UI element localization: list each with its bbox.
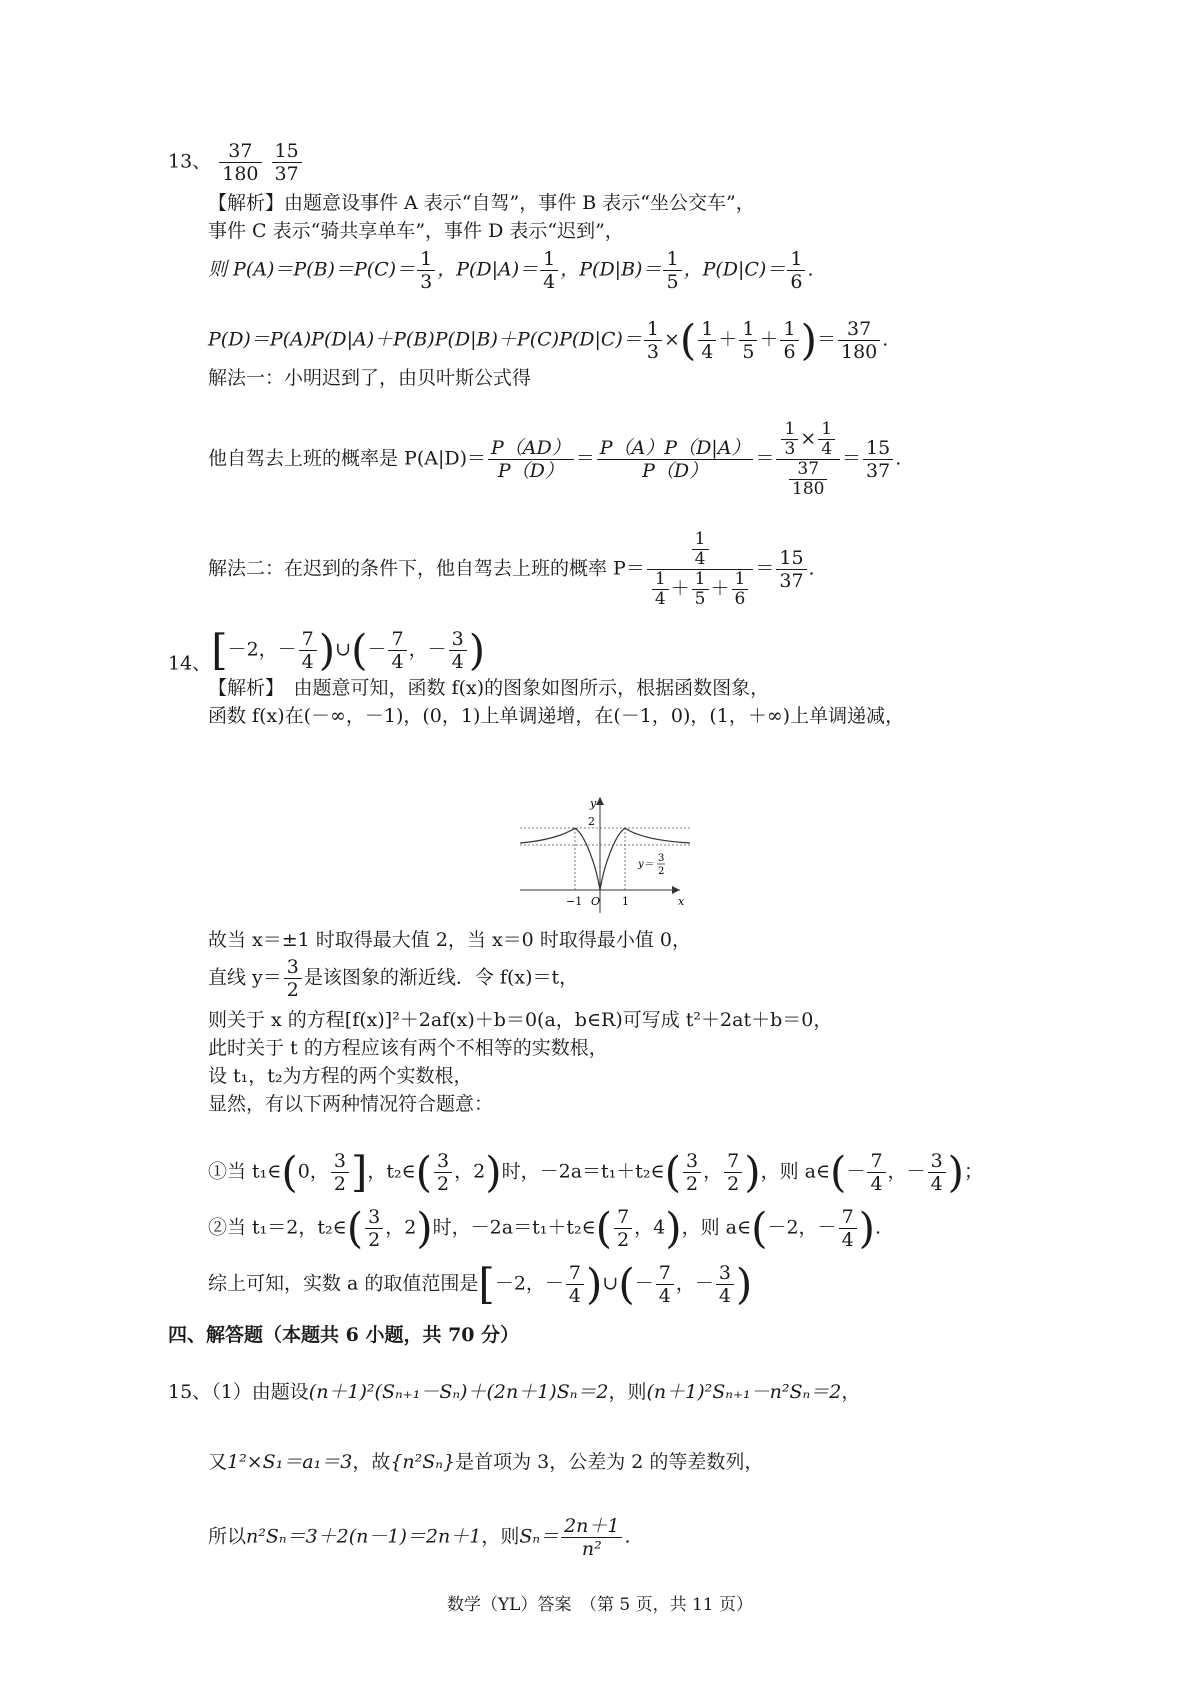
asymptote-label: y＝ [638, 859, 654, 870]
q13-answer-1: $\frac{37}{180}$ [219, 140, 261, 185]
curve-left-dip [575, 828, 600, 890]
q15-number: 15、 [168, 1381, 212, 1403]
q14-summary-line: 综上可知，实数 a 的取值范围是[－2，－ $\frac{7}{4}$ )∪(－ $\frac{7}{4}$ ，－ $\frac{3}{4}$ ) [208, 1259, 753, 1309]
x-tick-1: 1 [622, 895, 629, 908]
curve-left-tail [520, 828, 575, 843]
q14-function-graph [520, 795, 690, 915]
q13-answer-line [168, 140, 304, 185]
q13-analysis-line-2: 事件 C 表示“骑共享单车”，事件 D 表示“迟到”， [208, 220, 624, 242]
section-4-heading: 四、解答题（本题共 6 小题，共 70 分） [168, 1324, 520, 1346]
q13-answer-2: $\frac{15}{37}$ [272, 140, 302, 185]
q14-answer-line: 14、[－2，－ $\frac{7}{4}$ )∪(－ $\frac{7}{4}$ ，－ $\frac{3}{4}$ ) [168, 625, 486, 675]
y-axis-arrow [596, 797, 604, 805]
y-label: y [590, 797, 597, 810]
q14-roots-line: 此时关于 t 的方程应该有两个不相等的实数根， [208, 1037, 608, 1059]
q13-bayes-line: 他自驾去上班的概率是 P(A|D)＝ $\frac{P(AD)}{P(D)}$ ＝ $\frac{P(A)P(D|A)}{P(D)}$ ＝ $\frac{1}{3}$ × $\frac{1}{4}$ $\frac{37}{180}$ ＝ $\frac{15}{37}$ . [208, 419, 902, 499]
q14-roots-define-line: 设 t₁，t₂为方程的两个实数根， [208, 1065, 473, 1087]
q14-cases-intro-line: 显然，有以下两种情况符合题意： [208, 1093, 494, 1115]
q15-line-1: 15、（1）由题设(n＋1)²(Sₙ₊₁－Sₙ)＋(2n＋1)Sₙ＝2，则(n＋1)²Sₙ₊₁－n²Sₙ＝2， [168, 1381, 861, 1403]
origin-label: O [591, 895, 601, 908]
q13-solution-2-line: 解法二：在迟到的条件下，他自驾去上班的概率 P＝ $\frac{1}{4}$ $\frac{1}{4}$ ＋ $\frac{1}{5}$ ＋ $\frac{1}{6}$ ＝ $\frac{15}{37}$ . [208, 529, 815, 609]
x-label: x [678, 895, 685, 908]
q13-probabilities-line: 则 P(A)＝P(B)＝P(C)＝ $\frac{1}{3}$ ，P(D|A)＝ $\frac{1}{4}$ ，P(D|B)＝ $\frac{1}{5}$ ，P(D|C)＝ $\frac{1}{6}$ . [208, 248, 814, 293]
q14-analysis-line-2: 函数 f(x)在(－∞，－1)，(0，1)上单调递增，在(－1，0)，(1，＋∞)上单调递减， [208, 705, 905, 727]
curve-right-tail [625, 828, 690, 843]
q14-number: 14、 [168, 652, 212, 675]
q14-analysis-line-1: 【解析】 由题意可知，函数 f(x)的图象如图所示，根据函数图象， [208, 677, 770, 699]
asymptote-denominator: 2 [658, 866, 665, 877]
q14-case-1-line: ①当 t₁∈(0， $\frac{3}{2}$ ]，t₂∈( $\frac{3}{2}$ ，2)时，－2a＝t₁＋t₂∈( $\frac{3}{2}$ ， $\frac{7}{2}$ )，则 a∈(－ $\frac{7}{4}$ ，－ $\frac{3}{4}$ )； [208, 1147, 984, 1197]
q15-line-3: 所以n²Sₙ＝3＋2(n－1)＝2n＋1，则Sₙ＝ $\frac{2n+1}{\text{n²}}$ . [208, 1515, 631, 1560]
q13-number: 13、 [168, 150, 212, 173]
q13-total-probability-line: P(D)＝P(A)P(D|A)＋P(B)P(D|B)＋P(C)P(D|C)＝ $\frac{1}{3}$ ×( $\frac{1}{4}$ ＋ $\frac{1}{5}$ ＋ $\frac{1}{6}$ )＝ $\frac{37}{180}$ . [208, 315, 889, 365]
q14-extrema-line: 故当 x＝±1 时取得最大值 2，当 x＝0 时取得最小值 0， [208, 929, 691, 951]
curve-right-dip [600, 828, 625, 890]
q14-equation-line: 则关于 x 的方程[f(x)]²＋2af(x)＋b＝0(a，b∈R)可写成 t²＋2at＋b＝0， [208, 1009, 833, 1031]
q13-solution-1-title: 解法一：小明迟到了，由贝叶斯公式得 [208, 367, 532, 389]
x-axis-arrow [672, 886, 680, 894]
page-footer: 数学（YL）答案 （第 5 页，共 11 页） [446, 1595, 754, 1615]
q14-asymptote-line: 直线 y＝ $\frac{3}{2}$ 是该图象的渐近线．令 f(x)＝t， [208, 956, 579, 1001]
asymptote-numerator: 3 [658, 853, 665, 864]
x-tick-minus-1: −1 [566, 895, 583, 908]
function-graph-svg [520, 795, 690, 915]
q13-analysis-line-1: 【解析】由题意设事件 A 表示“自驾”，事件 B 表示“坐公交车”， [208, 192, 755, 214]
q15-line-2: 又1²×S₁＝a₁＝3，故{n²Sₙ}是首项为 3，公差为 2 的等差数列， [208, 1451, 764, 1473]
q14-case-2-line: ②当 t₁＝2，t₂∈( $\frac{3}{2}$ ，2)时，－2a＝t₁＋t₂∈( $\frac{7}{2}$ ，4)，则 a∈(－2，－ $\frac{7}{4}$ ). [208, 1203, 882, 1253]
y-tick-2: 2 [588, 815, 595, 828]
